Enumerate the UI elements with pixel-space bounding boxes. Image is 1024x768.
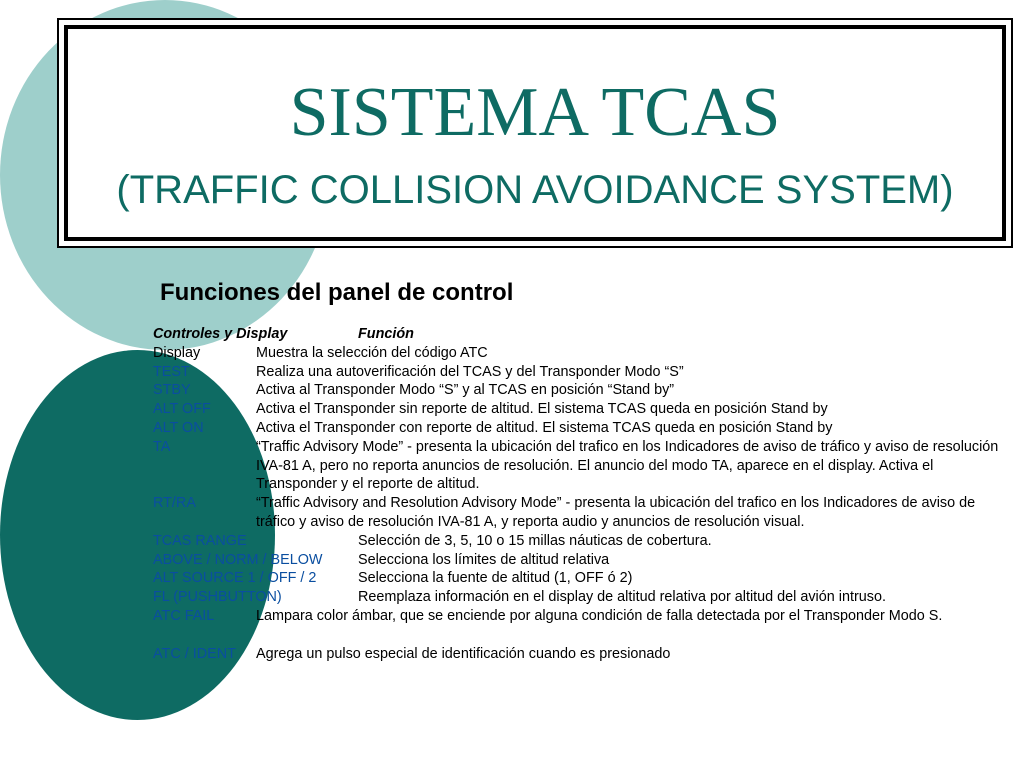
control-functions-table [153,325,1013,663]
slide-title: SISTEMA TCAS [289,74,781,151]
row-control: TEST [153,363,190,380]
section-heading: Funciones del panel de control [160,279,514,306]
row-function: Agrega un pulso especial de identificación cuando es presionado [256,645,671,662]
row-spacer [153,626,1013,645]
row-function: Activa el Transponder sin reporte de altitud. El sistema TCAS queda en posición Stand by [256,401,828,418]
row-control: ALT SOURCE 1 / OFF / 2 [153,570,317,587]
row-control: Display [153,344,201,361]
row-function: Selecciona la fuente de altitud (1, OFF ó 2) [358,570,633,587]
header-controls: Controles y Display [153,326,288,342]
row-control: ATC FAIL [153,607,215,624]
row-function: Selección de 3, 5, 10 o 15 millas náuticas de cobertura. [358,532,712,549]
table-row [153,381,1013,400]
row-function: Lampara color ámbar, que se enciende por alguna condición de falla detectada por el Transponder Modo S. [256,607,943,624]
header-function: Función [358,326,414,342]
row-function: Reemplaza información en el display de altitud relativa por altitud del avión intruso. [358,589,886,606]
table-row [153,438,1013,494]
table-header [153,325,1013,344]
row-control: ALT ON [153,419,204,436]
table-row [153,551,1013,570]
table-row [153,532,1013,551]
slide-subtitle: (TRAFFIC COLLISION AVOIDANCE SYSTEM) [116,168,954,212]
row-function: “Traffic Advisory Mode” - presenta la ubicación del trafico en los Indicadores de aviso de tráfico y aviso de resolución IVA-81 A, pero no reporta anuncios de resolución. El anuncio del modo TA, aparece en el display. Activa el Transponder y el reporte de altitud. [256,438,999,493]
table-row [153,569,1013,588]
row-function: Realiza una autoverificación del TCAS y del Transponder Modo “S” [256,363,684,380]
row-control: RT/RA [153,495,196,512]
row-control: STBY [153,382,191,399]
row-control: TA [153,438,171,455]
table-row [153,588,1013,607]
row-function: Activa al Transponder Modo “S” y al TCAS en posición “Stand by” [256,382,675,399]
table-row [153,419,1013,438]
title-box [57,18,1013,248]
row-control: ALT OFF [153,401,211,418]
row-function: Selecciona los límites de altitud relativa [358,551,610,568]
table-row [153,363,1013,382]
row-control: TCAS RANGE [153,532,247,549]
row-function: “Traffic Advisory and Resolution Advisory Mode” - presenta la ubicación del trafico en los Indicadores de aviso de tráfico y aviso de resolución IVA-81 A, y reporta audio y anuncios de resolución visual. [256,495,976,530]
table-row [153,494,1013,532]
table-row [153,344,1013,363]
row-control: ATC / IDENT [153,645,236,662]
table-row [153,645,1013,664]
row-function: Muestra la selección del código ATC [256,344,488,361]
row-control: ABOVE / NORM / BELOW [153,551,323,568]
row-control: FL (PUSHBUTTON) [153,589,282,606]
row-function: Activa el Transponder con reporte de altitud. El sistema TCAS queda en posición Stand by [256,419,833,436]
table-row [153,607,1013,626]
table-row [153,400,1013,419]
